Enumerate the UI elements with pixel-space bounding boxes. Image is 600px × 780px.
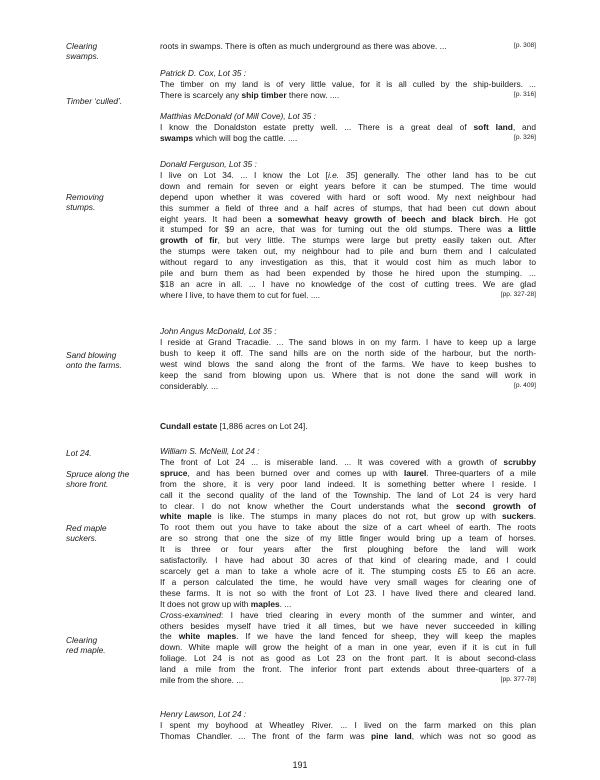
text-line bbox=[160, 41, 536, 52]
text-segment: to clear. I do not know whether the Court understands what the bbox=[160, 500, 457, 511]
text-line bbox=[160, 588, 536, 599]
text-line bbox=[160, 675, 536, 686]
text-segment: down and remain for seven or eight years before it can be stumped. The time would bbox=[160, 180, 536, 191]
text-segment: : I have tried clearing in every month of the summer and winter, and bbox=[220, 609, 536, 620]
text-segment: It is three or four years after the first ploughing before the land will work bbox=[160, 544, 536, 555]
speaker-heading: John Angus McDonald, Lot 35 : bbox=[160, 326, 277, 336]
margin-note-timber-culled bbox=[66, 96, 148, 106]
margin-note-line: suckers. bbox=[66, 533, 98, 543]
text-segment: considerably. ... bbox=[160, 380, 219, 391]
text-block bbox=[160, 111, 536, 144]
text-line bbox=[160, 457, 536, 468]
text-line bbox=[160, 511, 536, 522]
bold-term: pine land bbox=[370, 730, 412, 741]
page-reference: [p. 409] bbox=[514, 381, 536, 389]
text-line bbox=[160, 203, 536, 214]
text-line bbox=[160, 122, 536, 133]
text-line bbox=[160, 224, 536, 235]
text-line bbox=[160, 257, 536, 268]
text-segment: To root them out you have to take about the size of a cart wheel of earth. The roots bbox=[160, 522, 536, 533]
text-segment: . ... bbox=[279, 598, 292, 609]
text-segment: is like. The stumps in many places do not rot, but grow up with bbox=[211, 511, 503, 522]
text-line bbox=[160, 181, 536, 192]
page-reference: [pp. 327-28] bbox=[500, 290, 536, 298]
text-line bbox=[160, 544, 536, 555]
text-segment: The front of Lot 24 ... is miserable land. ... It was covered with a growth of bbox=[160, 456, 504, 467]
text-segment: land a mile from the front. The inferior front part extends about three-quarters of a bbox=[160, 664, 536, 675]
text-line bbox=[160, 731, 536, 742]
italic-text: Cross-examined bbox=[160, 609, 221, 620]
text-line bbox=[160, 610, 536, 621]
text-line bbox=[160, 290, 536, 301]
text-segment: scarcely get a man to take a whole acre of it. The stumping costs £5 to £6 an acre. bbox=[160, 565, 536, 576]
page-reference: [pp. 377-78] bbox=[500, 676, 536, 684]
text-segment: I reside at Grand Tracadie. ... The sand blows in on my farm. I have to keep up a large bbox=[160, 336, 536, 347]
text-line bbox=[160, 214, 536, 225]
text-segment: the stumps were taken out, my neighbour had to pile and burn them and I calculated bbox=[160, 246, 536, 257]
text-segment: The timber on my land is of very little value, for it is all culled by the ship-builders. ... bbox=[160, 78, 536, 89]
text-block bbox=[160, 159, 536, 301]
text-segment: ] generally. The other land has to be cut bbox=[355, 169, 536, 180]
text-line bbox=[160, 468, 536, 479]
text-segment: which will bog the cattle. .... bbox=[193, 132, 298, 143]
margin-note-line: Lot 24. bbox=[66, 448, 92, 458]
margin-note-lot-24 bbox=[66, 448, 148, 458]
margin-note-red-maple-suckers bbox=[66, 523, 148, 543]
text-segment: depend upon whether it was covered with hard or soft wood. My next neighbour had bbox=[160, 191, 536, 202]
text-line bbox=[160, 192, 536, 203]
text-block bbox=[160, 68, 536, 101]
margin-note-line: onto the farms. bbox=[66, 360, 122, 370]
text-segment: where I live, to have them to cut for fuel. .... bbox=[160, 289, 321, 300]
text-line bbox=[160, 90, 536, 101]
text-segment: , which was not so good as bbox=[411, 730, 536, 741]
text-segment: keep the sand from blowing upon us. Where that is not done the sand will work in bbox=[160, 369, 536, 380]
margin-note-line: shore front. bbox=[66, 479, 109, 489]
text-line bbox=[160, 642, 536, 653]
margin-note-line: Clearing bbox=[66, 635, 98, 645]
text-segment: I spent my boyhood at Wheatley River. ... I lived on the farm marked on this plan bbox=[160, 719, 536, 730]
text-segment: bush to keep it off. The sand hills are on the north side of the harbour, but the north- bbox=[160, 347, 536, 358]
speaker-heading: Donald Ferguson, Lot 35 : bbox=[160, 159, 257, 169]
text-line bbox=[160, 631, 536, 642]
margin-note-line: stumps. bbox=[66, 202, 96, 212]
text-segment: these farms. It is not so with the front of Lot 23. I have lived there and cleared land. bbox=[160, 587, 536, 598]
text-segment: others besides myself have tried it all times, but we have never succeeded in killing bbox=[160, 620, 536, 631]
bold-term: second growth of bbox=[456, 500, 536, 511]
text-line bbox=[160, 720, 536, 731]
page-reference: [p. 316] bbox=[514, 90, 536, 98]
speaker-heading: Patrick D. Cox, Lot 35 : bbox=[160, 68, 247, 78]
text-segment: Thomas Chandler. ... The front of the farm was bbox=[160, 730, 371, 741]
text-segment: west wind blows the sand along the front of the farms. We have to keep bushes to bbox=[160, 358, 536, 369]
bold-term: growth of fir bbox=[160, 235, 218, 246]
bold-term: soft land bbox=[473, 121, 513, 132]
text-line bbox=[160, 501, 536, 512]
margin-note-sand-blowing bbox=[66, 350, 148, 370]
text-segment: without regard to any investigation as this, that it would cost him as much labor to bbox=[160, 257, 536, 268]
margin-note-clearing-red-maple bbox=[66, 635, 148, 655]
text-line bbox=[160, 555, 536, 566]
text-block bbox=[160, 41, 536, 52]
italic-text: i.e. 35 bbox=[327, 169, 356, 180]
bold-term: ship timber bbox=[241, 89, 287, 100]
bold-term: spruce bbox=[160, 467, 188, 478]
text-segment: $18 an acre in all. ... I have no knowledge of the cost of cutting trees. We are glad bbox=[160, 278, 536, 289]
page-number: 191 bbox=[292, 760, 308, 770]
text-block bbox=[160, 326, 536, 391]
bold-term: white maple bbox=[160, 511, 212, 522]
text-line bbox=[160, 566, 536, 577]
text-line bbox=[160, 479, 536, 490]
text-line bbox=[160, 235, 536, 246]
text-segment: It does not grow up with bbox=[160, 598, 251, 609]
text-segment: If a person calculated the time, he would have very small wages for clearing one of bbox=[160, 576, 536, 587]
text-segment: down. White maple will grow the height of a man in one year, even if it is cut in full bbox=[160, 642, 536, 653]
speaker-heading: Matthias McDonald (of Mill Cove), Lot 35 : bbox=[160, 111, 316, 121]
text-segment: the bbox=[160, 631, 179, 642]
bold-term: suckers bbox=[502, 511, 534, 522]
text-segment: , and has been burned over and comes up with bbox=[187, 467, 404, 478]
text-segment: this summer a field of three and a half acres of stumps, that had been cut down about bbox=[160, 202, 536, 213]
page-reference: [p. 308] bbox=[514, 42, 536, 49]
text-segment: from the shore, it is very poor land indeed. It is something better where I reside. I bbox=[160, 478, 536, 489]
text-line bbox=[160, 599, 536, 610]
text-segment: pile and burn them as had been expended by those he hired upon the stumping. ... bbox=[160, 268, 536, 279]
text-line bbox=[160, 653, 536, 664]
text-segment: , and bbox=[512, 121, 536, 132]
bold-term: a somewhat heavy growth of beech and black birch bbox=[267, 213, 500, 224]
text-segment: . bbox=[533, 511, 537, 522]
text-block bbox=[160, 446, 536, 686]
text-segment: There is scarcely any bbox=[160, 89, 242, 100]
text-line bbox=[160, 577, 536, 588]
text-line bbox=[160, 133, 536, 144]
margin-note-line: Timber ‘culled’. bbox=[66, 96, 123, 106]
speaker-heading: William S. McNeill, Lot 24 : bbox=[160, 446, 260, 456]
bold-term: maples bbox=[250, 598, 280, 609]
margin-note-line: Spruce along the bbox=[66, 469, 130, 479]
text-line bbox=[160, 370, 536, 381]
text-block bbox=[160, 421, 536, 432]
text-segment: call it the second quality of the land of the Township. The land of Lot 24 is very hard bbox=[160, 489, 536, 500]
text-line bbox=[160, 79, 536, 90]
margin-note-line: Sand blowing bbox=[66, 350, 117, 360]
text-segment: are so strong that one the size of my little finger would bring up a team of horses. bbox=[160, 533, 536, 544]
text-segment: I know the Donaldston estate pretty well. ... There is a great deal of bbox=[160, 121, 474, 132]
text-segment: . He got bbox=[499, 213, 536, 224]
text-block bbox=[160, 709, 536, 742]
bold-term: laurel bbox=[403, 467, 427, 478]
text-segment: there now. .... bbox=[286, 89, 340, 100]
text-line bbox=[160, 348, 536, 359]
text-segment: satisfactorily. I have had about 30 acres of that kind of clearing made, and I could bbox=[160, 555, 536, 566]
text-line bbox=[160, 490, 536, 501]
text-line bbox=[160, 421, 536, 432]
text-line bbox=[160, 381, 536, 392]
margin-note-line: Red maple bbox=[66, 523, 107, 533]
margin-note-line: Clearing bbox=[66, 41, 98, 51]
text-line bbox=[160, 170, 536, 181]
text-line bbox=[160, 359, 536, 370]
text-segment: foliage. Lot 24 is not as good as Lot 23 on the front part. It is about second-class bbox=[160, 653, 536, 664]
margin-note-line: red maple. bbox=[66, 645, 106, 655]
text-line bbox=[160, 533, 536, 544]
bold-term: white maples bbox=[178, 631, 237, 642]
text-line bbox=[160, 621, 536, 632]
text-segment: eight years. It had been bbox=[160, 213, 268, 224]
margin-note-line: swamps. bbox=[66, 51, 100, 61]
text-line bbox=[160, 522, 536, 533]
text-segment: . Three-quarters of a mile bbox=[426, 467, 537, 478]
text-segment: , but very little. The stumps were large but pretty easily taken out. After bbox=[217, 235, 536, 246]
bold-term: scrubby bbox=[503, 456, 536, 467]
bold-term: a little bbox=[507, 224, 536, 235]
text-segment: it stumped for $9 an acre, that was for turning out the old stumps. There was bbox=[160, 224, 508, 235]
text-line bbox=[160, 268, 536, 279]
text-segment: I live on Lot 34. ... I know the Lot [ bbox=[160, 169, 328, 180]
speaker-heading: Henry Lawson, Lot 24 : bbox=[160, 709, 247, 719]
page-reference: [p. 326] bbox=[514, 133, 536, 141]
text-segment: mile from the shore. ... bbox=[160, 675, 244, 686]
text-line bbox=[160, 246, 536, 257]
text-line bbox=[160, 279, 536, 290]
text-segment: roots in swamps. There is often as much underground as there was above. ... bbox=[160, 41, 447, 51]
margin-note-removing-stumps bbox=[66, 192, 148, 212]
bold-term: Cundall estate bbox=[160, 421, 218, 431]
margin-note-spruce bbox=[66, 469, 148, 489]
margin-note-clearing-swamps bbox=[66, 41, 148, 61]
text-segment: [1,886 acres on Lot 24]. bbox=[217, 421, 308, 431]
text-line bbox=[160, 664, 536, 675]
margin-note-line: Removing bbox=[66, 192, 104, 202]
text-segment: . If we have the land fenced for sheep, they will keep the maples bbox=[236, 631, 537, 642]
bold-term: swamps bbox=[160, 132, 194, 143]
text-line bbox=[160, 337, 536, 348]
